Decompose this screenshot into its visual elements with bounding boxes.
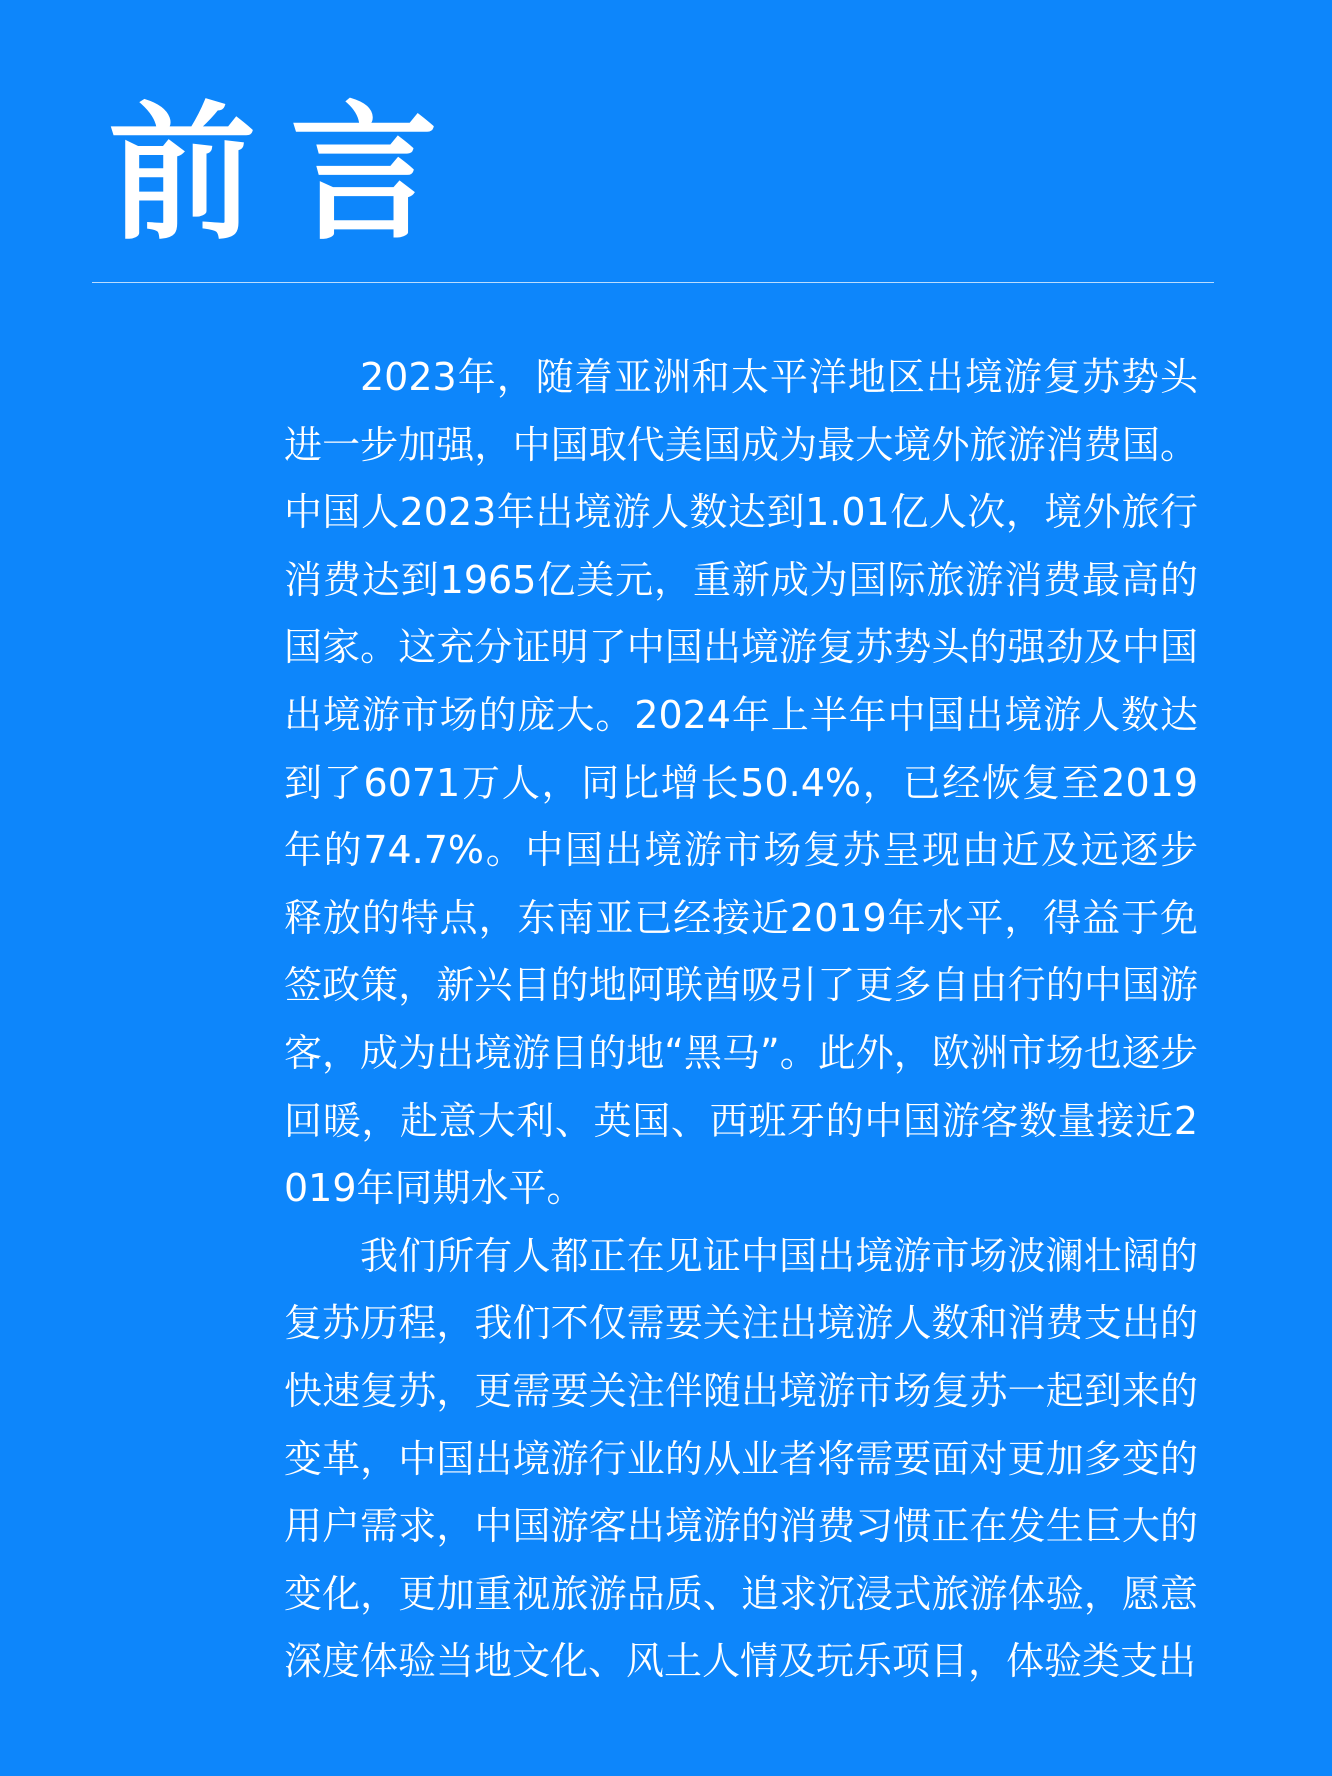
title-divider [92, 282, 1214, 283]
page-title: 前言 [108, 86, 472, 260]
paragraph-2: 我们所有人都正在见证中国出境游市场波澜壮阔的复苏历程，我们不仅需要关注出境游人数和消费支出的快速复苏，更需要关注伴随出境游市场复苏一起到来的变革，中国出境游行业的从业者将需要面对更加多变的用户需求，中国游客出境游的消费习惯正在发生巨大的变化，更加重视旅游品质、追求沉浸式旅游体验，愿意深度体验当地文化、风土人情及玩乐项目，体验类支出 [284, 1233, 1198, 1684]
preface-body [284, 344, 1198, 1696]
paragraph-1: 2023年，随着亚洲和太平洋地区出境游复苏势头进一步加强，中国取代美国成为最大境外旅游消费国。中国人2023年出境游人数达到1.01亿人次，境外旅行消费达到1965亿美元，重新成为国际旅游消费最高的国家。这充分证明了中国出境游复苏势头的强劲及中国出境游市场的庞大。2024年上半年中国出境游人数达到了6071万人，同比增长50.4%，已经恢复至2019年的74.7%。中国出境游市场复苏呈现由近及远逐步释放的特点，东南亚已经接近2019年水平，得益于免签政策，新兴目的地阿联酋吸引了更多自由行的中国游客，成为出境游目的地“黑马”。此外，欧洲市场也逐步回暖，赴意大利、英国、西班牙的中国游客数量接近2019年同期水平。 [284, 355, 1198, 1211]
